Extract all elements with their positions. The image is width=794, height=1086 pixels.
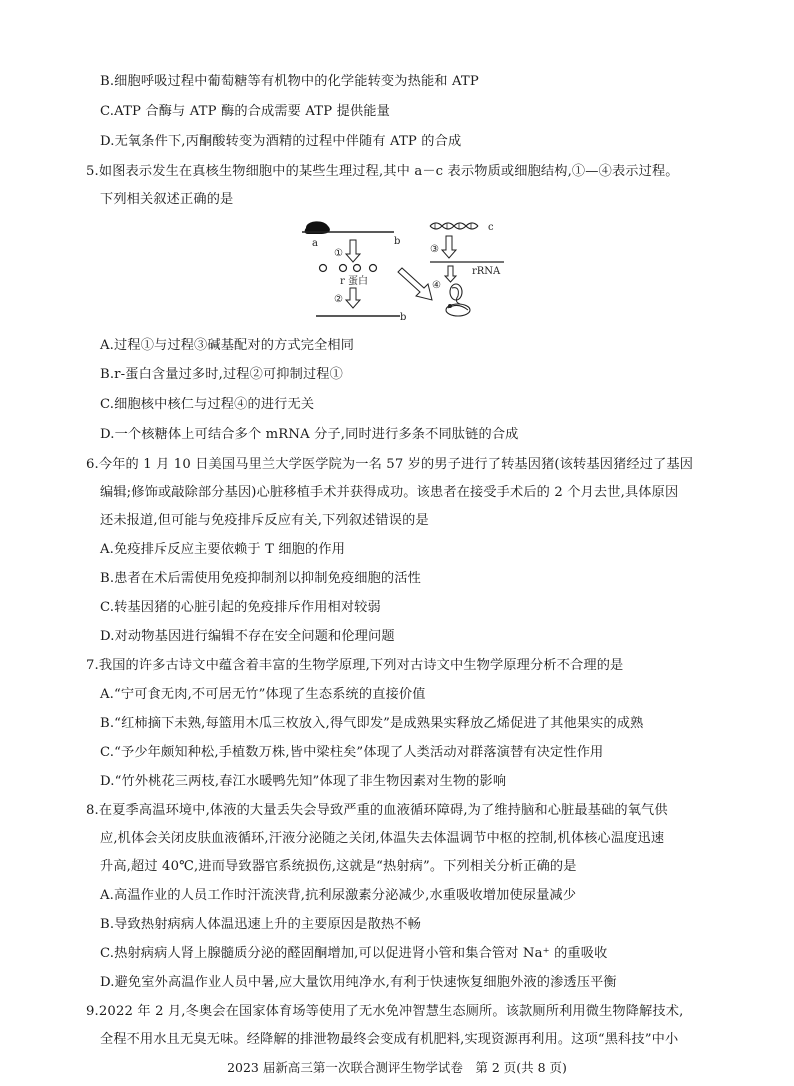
dna-helix (430, 223, 478, 229)
option-6a: A.免疫排斥反应主要依赖于 T 细胞的作用 (100, 542, 346, 557)
amino-circle (320, 265, 327, 272)
ribosome-assembly (446, 284, 470, 316)
step-2-label: ② (334, 294, 343, 305)
gene-expression-diagram (290, 216, 520, 328)
question-9-stem: 9.2022 年 2 月,冬奥会在国家体育场等使用了无水免冲智慧生态厕所。该款厕所利用微生物降解技术, (86, 1004, 684, 1019)
question-5-stem-cont: 下列相关叙述正确的是 (100, 192, 234, 207)
step-4-label: ④ (432, 280, 441, 291)
question-8-stem-cont1: 应,机体会关闭皮肤血液循环,汗液分泌随之关闭,体温失去体温调节中枢的控制,机体核心温度迅速 (100, 831, 665, 846)
amino-circle (370, 265, 377, 272)
option-5c: C.细胞核中核仁与过程④的进行无关 (100, 397, 315, 412)
question-6-stem-cont1: 编辑;修饰或敲除部分基因)心脏移植手术并获得成功。该患者在接受手术后的 2 个月去世,具体原因 (100, 485, 679, 500)
option-8c: C.热射病病人肾上腺髓质分泌的醛固酮增加,可以促进肾小管和集合管对 Na⁺ 的重吸收 (100, 946, 608, 961)
option-5d: D.一个核糖体上可结合多个 mRNA 分子,同时进行多条不同肽链的合成 (100, 427, 519, 442)
question-6-stem: 6.今年的 1 月 10 日美国马里兰大学医学院为一名 57 岁的男子进行了转基因猪(该转基因猪经过了基因 (86, 457, 694, 472)
down-arrow-2 (346, 288, 360, 308)
page-footer: 2023 届新高三第一次联合测评生物学试卷 第 2 页(共 8 页) (227, 1060, 567, 1075)
step-1-label: ① (334, 248, 343, 259)
option-6c: C.转基因猪的心脏引起的免疫排斥作用相对较弱 (100, 600, 381, 615)
option-4b: B.细胞呼吸过程中葡萄糖等有机物中的化学能转变为热能和 ATP (100, 74, 479, 89)
option-7b: B.“红柿摘下未熟,每篮用木瓜三枚放入,得气即发”是成熟果实释放乙烯促进了其他果实的成熟 (100, 716, 644, 731)
question-7-stem: 7.我国的许多古诗文中蕴含着丰富的生物学原理,下列对古诗文中生物学原理分析不合理的是 (86, 658, 624, 673)
option-4c: C.ATP 合酶与 ATP 酶的合成需要 ATP 提供能量 (100, 104, 390, 119)
label-b-top: b (394, 236, 401, 247)
option-7a: A.“宁可食无肉,不可居无竹”体现了生态系统的直接价值 (100, 687, 426, 702)
question-8-stem: 8.在夏季高温环境中,体液的大量丢失会导致严重的血液循环障碍,为了维持脑和心脏最基础的氧气供 (86, 803, 668, 818)
option-4d: D.无氧条件下,丙酮酸转变为酒精的过程中伴随有 ATP 的合成 (100, 134, 462, 149)
down-arrow-4 (445, 266, 456, 282)
question-6-stem-cont2: 还未报道,但可能与免疫排斥反应有关,下列叙述错误的是 (100, 513, 429, 528)
down-arrow-1 (346, 240, 360, 262)
label-r-protein: r 蛋白 (340, 276, 368, 287)
amino-circle (354, 265, 361, 272)
label-a: a (312, 238, 318, 249)
option-8d: D.避免室外高温作业人员中暑,应大量饮用纯净水,有利于快速恢复细胞外液的渗透压平衡 (100, 975, 617, 990)
label-c: c (488, 222, 494, 233)
diagonal-arrow (398, 268, 432, 300)
question-8-stem-cont2: 升高,超过 40℃,进而导致器官系统损伤,这就是“热射病”。下列相关分析正确的是 (100, 859, 577, 874)
option-8b: B.导致热射病病人体温迅速上升的主要原因是散热不畅 (100, 917, 421, 932)
label-rrna: rRNA (472, 266, 501, 277)
option-6d: D.对动物基因进行编辑不存在安全问题和伦理问题 (100, 629, 395, 644)
question-9-stem-cont: 全程不用水且无臭无味。经降解的排泄物最终会变成有机肥料,实现资源再利用。这项“黑科技”中小 (100, 1032, 679, 1047)
option-6b: B.患者在术后需使用免疫抑制剂以抑制免疫细胞的活性 (100, 571, 421, 586)
option-8a: A.高温作业的人员工作时汗流浃背,抗利尿激素分泌减少,水重吸收增加使尿量减少 (100, 888, 577, 903)
option-5b: B.r-蛋白含量过多时,过程②可抑制过程① (100, 367, 343, 382)
amino-circle (340, 265, 347, 272)
question-5-stem: 5.如图表示发生在真核生物细胞中的某些生理过程,其中 a－c 表示物质或细胞结构,①—④表示过程。 (86, 164, 679, 179)
step-3-label: ③ (430, 244, 439, 255)
option-5a: A.过程①与过程③碱基配对的方式完全相同 (100, 338, 355, 353)
option-7d: D.“竹外桃花三两枝,春江水暖鸭先知”体现了非生物因素对生物的影响 (100, 774, 507, 789)
down-arrow-3 (442, 236, 456, 258)
option-7c: C.“予少年颇知种松,手植数万株,皆中梁柱矣”体现了人类活动对群落演替有决定性作用 (100, 745, 604, 760)
label-b-bottom: b (400, 312, 407, 323)
